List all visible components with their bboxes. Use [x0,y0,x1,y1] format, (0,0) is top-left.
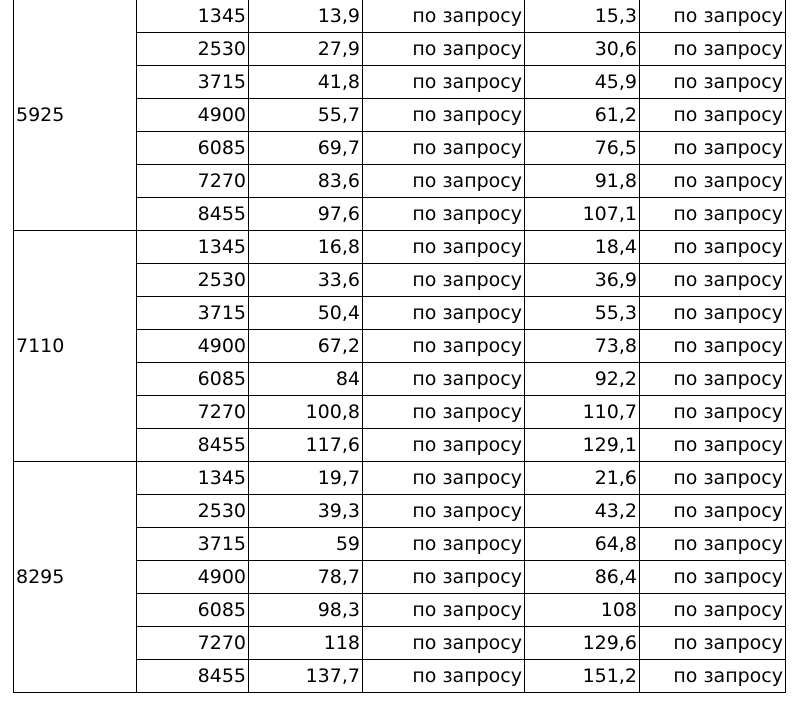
price-b-cell: по запросу [640,363,786,396]
price-a-cell: по запросу [363,330,525,363]
price-b-cell: по запросу [640,264,786,297]
price-b-cell: по запросу [640,99,786,132]
length-cell: 7270 [137,165,249,198]
group-label-cell: 8295 [14,462,137,693]
price-a-cell: по запросу [363,561,525,594]
group-label-cell: 5925 [14,0,137,231]
value-a-cell: 83,6 [249,165,363,198]
value-a-cell: 97,6 [249,198,363,231]
length-cell: 3715 [137,528,249,561]
group-label-cell: 7110 [14,231,137,462]
price-b-cell: по запросу [640,660,786,693]
price-a-cell: по запросу [363,0,525,33]
value-a-cell: 98,3 [249,594,363,627]
length-cell: 1345 [137,0,249,33]
value-b-cell: 108 [525,594,640,627]
value-a-cell: 67,2 [249,330,363,363]
value-b-cell: 21,6 [525,462,640,495]
price-a-cell: по запросу [363,528,525,561]
length-cell: 1345 [137,462,249,495]
value-b-cell: 129,1 [525,429,640,462]
price-table [13,0,786,693]
value-a-cell: 69,7 [249,132,363,165]
value-b-cell: 91,8 [525,165,640,198]
price-b-cell: по запросу [640,0,786,33]
value-a-cell: 117,6 [249,429,363,462]
price-a-cell: по запросу [363,495,525,528]
price-b-cell: по запросу [640,462,786,495]
length-cell: 6085 [137,363,249,396]
price-b-cell: по запросу [640,429,786,462]
price-b-cell: по запросу [640,132,786,165]
value-b-cell: 76,5 [525,132,640,165]
length-cell: 6085 [137,594,249,627]
value-b-cell: 92,2 [525,363,640,396]
value-b-cell: 151,2 [525,660,640,693]
length-cell: 6085 [137,132,249,165]
price-a-cell: по запросу [363,165,525,198]
length-cell: 2530 [137,33,249,66]
length-cell: 7270 [137,627,249,660]
length-cell: 1345 [137,231,249,264]
price-a-cell: по запросу [363,132,525,165]
price-a-cell: по запросу [363,264,525,297]
length-cell: 2530 [137,264,249,297]
table-row [14,0,786,33]
price-b-cell: по запросу [640,231,786,264]
price-table-container [13,0,785,693]
value-a-cell: 55,7 [249,99,363,132]
price-b-cell: по запросу [640,594,786,627]
length-cell: 7270 [137,396,249,429]
value-b-cell: 61,2 [525,99,640,132]
value-a-cell: 39,3 [249,495,363,528]
price-a-cell: по запросу [363,429,525,462]
price-a-cell: по запросу [363,396,525,429]
length-cell: 8455 [137,660,249,693]
value-b-cell: 86,4 [525,561,640,594]
value-a-cell: 27,9 [249,33,363,66]
value-a-cell: 59 [249,528,363,561]
table-row [14,231,786,264]
value-a-cell: 100,8 [249,396,363,429]
value-a-cell: 19,7 [249,462,363,495]
value-a-cell: 16,8 [249,231,363,264]
length-cell: 4900 [137,330,249,363]
length-cell: 4900 [137,99,249,132]
length-cell: 3715 [137,297,249,330]
value-a-cell: 118 [249,627,363,660]
value-b-cell: 110,7 [525,396,640,429]
length-cell: 8455 [137,198,249,231]
price-b-cell: по запросу [640,528,786,561]
price-b-cell: по запросу [640,165,786,198]
length-cell: 3715 [137,66,249,99]
value-b-cell: 18,4 [525,231,640,264]
length-cell: 4900 [137,561,249,594]
value-b-cell: 15,3 [525,0,640,33]
value-a-cell: 84 [249,363,363,396]
value-a-cell: 50,4 [249,297,363,330]
value-a-cell: 13,9 [249,0,363,33]
value-b-cell: 107,1 [525,198,640,231]
length-cell: 2530 [137,495,249,528]
price-a-cell: по запросу [363,363,525,396]
price-a-cell: по запросу [363,594,525,627]
value-a-cell: 33,6 [249,264,363,297]
price-b-cell: по запросу [640,330,786,363]
price-b-cell: по запросу [640,627,786,660]
price-b-cell: по запросу [640,66,786,99]
value-b-cell: 45,9 [525,66,640,99]
value-b-cell: 43,2 [525,495,640,528]
price-a-cell: по запросу [363,462,525,495]
price-a-cell: по запросу [363,33,525,66]
price-table-body [14,0,786,693]
price-b-cell: по запросу [640,495,786,528]
price-b-cell: по запросу [640,297,786,330]
price-b-cell: по запросу [640,33,786,66]
value-b-cell: 55,3 [525,297,640,330]
length-cell: 8455 [137,429,249,462]
value-a-cell: 78,7 [249,561,363,594]
value-b-cell: 36,9 [525,264,640,297]
price-a-cell: по запросу [363,627,525,660]
price-b-cell: по запросу [640,561,786,594]
value-b-cell: 129,6 [525,627,640,660]
value-b-cell: 73,8 [525,330,640,363]
price-a-cell: по запросу [363,660,525,693]
value-a-cell: 41,8 [249,66,363,99]
price-a-cell: по запросу [363,66,525,99]
price-a-cell: по запросу [363,297,525,330]
price-b-cell: по запросу [640,396,786,429]
price-a-cell: по запросу [363,99,525,132]
value-b-cell: 64,8 [525,528,640,561]
table-row [14,462,786,495]
value-b-cell: 30,6 [525,33,640,66]
value-a-cell: 137,7 [249,660,363,693]
price-b-cell: по запросу [640,198,786,231]
price-a-cell: по запросу [363,231,525,264]
price-a-cell: по запросу [363,198,525,231]
